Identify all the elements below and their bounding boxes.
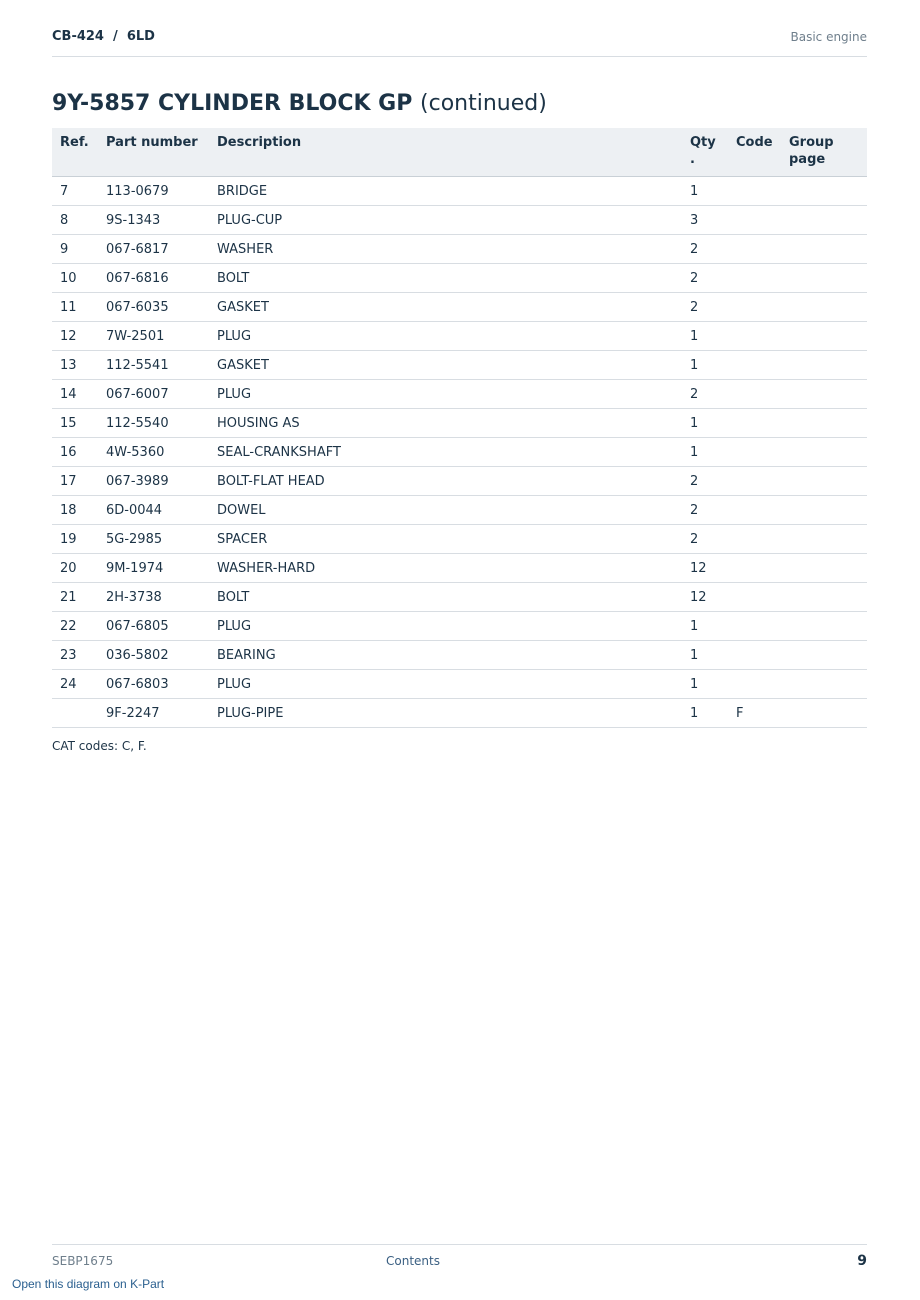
group-page-cell <box>781 525 867 554</box>
table-row <box>52 641 867 670</box>
group-page-cell <box>781 612 867 641</box>
part-number-cell: 067-3989 <box>98 467 209 496</box>
ref-cell: 14 <box>52 380 98 409</box>
part-number-cell: 2H-3738 <box>98 583 209 612</box>
group-page-cell <box>781 583 867 612</box>
group-page-cell <box>781 409 867 438</box>
part-number-cell: 067-6805 <box>98 612 209 641</box>
ref-cell: 10 <box>52 264 98 293</box>
description-cell: SPACER <box>209 525 682 554</box>
description-cell: PLUG-CUP <box>209 206 682 235</box>
qty-cell: 1 <box>682 612 728 641</box>
part-number-cell: 9F-2247 <box>98 699 209 728</box>
code-cell <box>728 438 781 467</box>
part-number-cell: 4W-5360 <box>98 438 209 467</box>
page-header <box>52 28 867 57</box>
code-cell <box>728 322 781 351</box>
code-cell <box>728 351 781 380</box>
part-number-cell: 067-6035 <box>98 293 209 322</box>
group-page-cell <box>781 235 867 264</box>
table-row <box>52 351 867 380</box>
code-cell <box>728 496 781 525</box>
code-cell <box>728 554 781 583</box>
description-cell: HOUSING AS <box>209 409 682 438</box>
part-number-cell: 112-5540 <box>98 409 209 438</box>
code-cell <box>728 409 781 438</box>
table-row <box>52 670 867 699</box>
code-cell <box>728 583 781 612</box>
ref-cell: 11 <box>52 293 98 322</box>
description-cell: GASKET <box>209 293 682 322</box>
description-cell: BOLT <box>209 264 682 293</box>
ref-cell: 18 <box>52 496 98 525</box>
title-suffix: (continued) <box>420 91 547 116</box>
table-row <box>52 264 867 293</box>
ref-cell: 7 <box>52 177 98 206</box>
table-row <box>52 525 867 554</box>
part-number-cell: 7W-2501 <box>98 322 209 351</box>
code-cell <box>728 235 781 264</box>
part-number-column-header: Part number <box>98 128 209 177</box>
part-number-cell: 112-5541 <box>98 351 209 380</box>
group-page-cell <box>781 438 867 467</box>
ref-cell: 23 <box>52 641 98 670</box>
description-cell: BRIDGE <box>209 177 682 206</box>
qty-cell: 1 <box>682 641 728 670</box>
contents-link[interactable]: Contents <box>386 1254 440 1268</box>
ref-cell: 22 <box>52 612 98 641</box>
document-id: SEBP1675 <box>52 1254 114 1268</box>
qty-cell: 2 <box>682 380 728 409</box>
part-number-cell: 067-6817 <box>98 235 209 264</box>
qty-column-header: Qty . <box>682 128 728 177</box>
description-column-header: Description <box>209 128 682 177</box>
qty-cell: 3 <box>682 206 728 235</box>
code-cell <box>728 670 781 699</box>
parts-catalog-page <box>52 0 867 1300</box>
group-page-cell <box>781 206 867 235</box>
ref-cell: 15 <box>52 409 98 438</box>
group-page-cell <box>781 554 867 583</box>
table-row <box>52 293 867 322</box>
group-page-cell <box>781 293 867 322</box>
group-page-column-header: Group page <box>781 128 867 177</box>
description-cell: PLUG <box>209 612 682 641</box>
table-row <box>52 409 867 438</box>
description-cell: WASHER-HARD <box>209 554 682 583</box>
page-footer <box>52 1244 867 1275</box>
description-cell: BOLT-FLAT HEAD <box>209 467 682 496</box>
table-row <box>52 554 867 583</box>
description-cell: BOLT <box>209 583 682 612</box>
parts-table <box>52 128 867 728</box>
qty-cell: 1 <box>682 409 728 438</box>
page-number: 9 <box>857 1253 867 1269</box>
description-cell: WASHER <box>209 235 682 264</box>
ref-cell: 8 <box>52 206 98 235</box>
ref-cell: 13 <box>52 351 98 380</box>
part-number-cell: 5G-2985 <box>98 525 209 554</box>
description-cell: BEARING <box>209 641 682 670</box>
description-cell: GASKET <box>209 351 682 380</box>
description-cell: PLUG <box>209 670 682 699</box>
group-page-cell <box>781 467 867 496</box>
ref-cell: 9 <box>52 235 98 264</box>
part-number-cell: 067-6007 <box>98 380 209 409</box>
qty-cell: 1 <box>682 322 728 351</box>
code-cell: F <box>728 699 781 728</box>
part-number-cell: 067-6816 <box>98 264 209 293</box>
ref-cell: 17 <box>52 467 98 496</box>
parts-table-body <box>52 177 867 728</box>
table-row <box>52 322 867 351</box>
group-page-cell <box>781 699 867 728</box>
table-row <box>52 583 867 612</box>
ref-cell: 16 <box>52 438 98 467</box>
qty-cell: 12 <box>682 583 728 612</box>
group-page-cell <box>781 264 867 293</box>
qty-cell: 2 <box>682 264 728 293</box>
group-page-cell <box>781 496 867 525</box>
code-cell <box>728 206 781 235</box>
cat-codes-note: CAT codes: C, F. <box>52 739 147 753</box>
group-title: 9Y-5857 CYLINDER BLOCK GP <box>52 91 413 116</box>
open-kpart-link[interactable]: Open this diagram on K-Part <box>12 1277 165 1291</box>
ref-cell <box>52 699 98 728</box>
qty-cell: 1 <box>682 699 728 728</box>
part-number-cell: 067-6803 <box>98 670 209 699</box>
code-cell <box>728 612 781 641</box>
code-column-header: Code <box>728 128 781 177</box>
table-row <box>52 699 867 728</box>
table-row <box>52 467 867 496</box>
table-row <box>52 380 867 409</box>
description-cell: PLUG-PIPE <box>209 699 682 728</box>
group-page-cell <box>781 322 867 351</box>
table-row <box>52 235 867 264</box>
part-number-cell: 036-5802 <box>98 641 209 670</box>
code-cell <box>728 380 781 409</box>
group-page-cell <box>781 670 867 699</box>
table-row <box>52 206 867 235</box>
table-row <box>52 496 867 525</box>
qty-cell: 2 <box>682 525 728 554</box>
code-cell <box>728 467 781 496</box>
code-cell <box>728 293 781 322</box>
description-cell: DOWEL <box>209 496 682 525</box>
qty-cell: 12 <box>682 554 728 583</box>
qty-cell: 2 <box>682 235 728 264</box>
qty-cell: 1 <box>682 438 728 467</box>
part-number-cell: 9S-1343 <box>98 206 209 235</box>
description-cell: PLUG <box>209 322 682 351</box>
description-cell: PLUG <box>209 380 682 409</box>
part-number-cell: 113-0679 <box>98 177 209 206</box>
ref-cell: 19 <box>52 525 98 554</box>
table-row <box>52 438 867 467</box>
table-header-row <box>52 128 867 177</box>
ref-cell: 24 <box>52 670 98 699</box>
ref-cell: 12 <box>52 322 98 351</box>
table-row <box>52 177 867 206</box>
group-page-cell <box>781 641 867 670</box>
page-title <box>52 90 547 118</box>
qty-cell: 2 <box>682 293 728 322</box>
qty-cell: 1 <box>682 351 728 380</box>
ref-column-header: Ref. <box>52 128 98 177</box>
part-number-cell: 6D-0044 <box>98 496 209 525</box>
code-cell <box>728 641 781 670</box>
ref-cell: 20 <box>52 554 98 583</box>
part-number-cell: 9M-1974 <box>98 554 209 583</box>
group-page-cell <box>781 177 867 206</box>
code-cell <box>728 177 781 206</box>
model-label: CB-424 / 6LD <box>52 29 155 44</box>
table-row <box>52 612 867 641</box>
qty-cell: 2 <box>682 496 728 525</box>
group-page-cell <box>781 380 867 409</box>
section-label: Basic engine <box>790 30 867 44</box>
description-cell: SEAL-CRANKSHAFT <box>209 438 682 467</box>
qty-cell: 2 <box>682 467 728 496</box>
ref-cell: 21 <box>52 583 98 612</box>
code-cell <box>728 525 781 554</box>
code-cell <box>728 264 781 293</box>
qty-cell: 1 <box>682 177 728 206</box>
qty-cell: 1 <box>682 670 728 699</box>
group-page-cell <box>781 351 867 380</box>
